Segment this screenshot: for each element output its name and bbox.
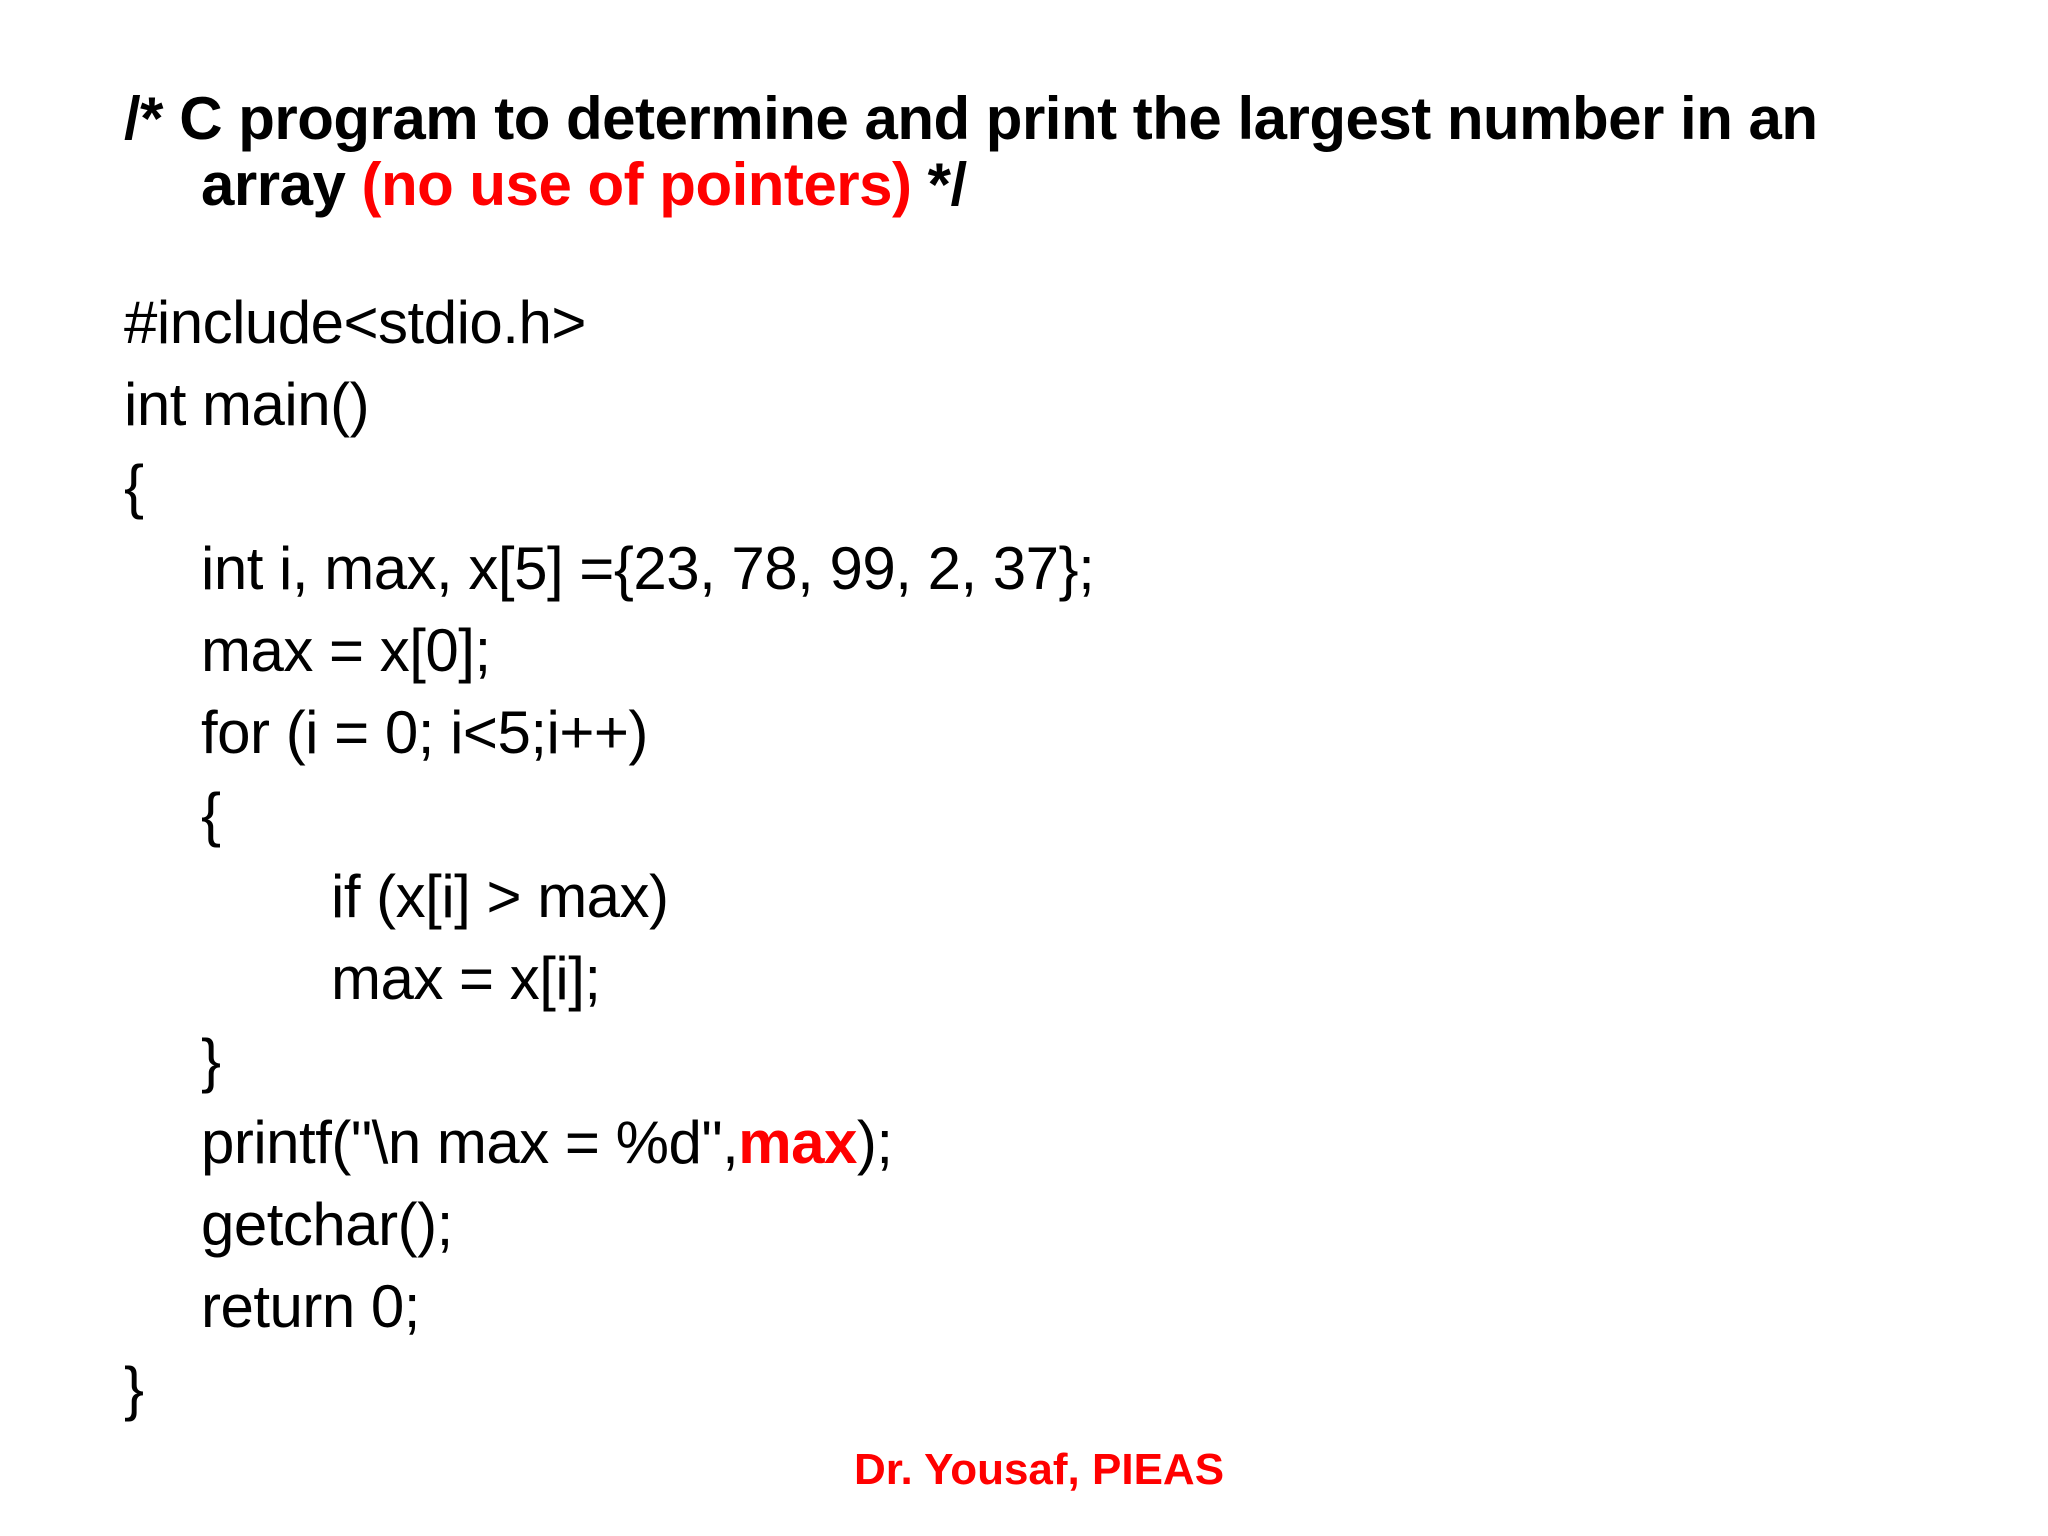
code-line-close-brace: } (124, 1355, 144, 1422)
code-line-for-open-brace: { (201, 781, 221, 848)
code-line-for-close-brace: } (201, 1027, 221, 1094)
code-line-declaration: int i, max, x[5] ={23, 78, 99, 2, 37}; (201, 535, 1095, 602)
printf-max-highlight: max (738, 1109, 857, 1176)
code-line-printf (124, 1102, 893, 1184)
title-line-1: /* C program to determine and print the largest number in an (124, 85, 1818, 152)
title-line-2 (124, 152, 1944, 218)
code-line-return: return 0; (201, 1273, 420, 1340)
printf-prefix: printf("\n max = %d", (201, 1109, 739, 1176)
code-line-getchar: getchar(); (201, 1191, 453, 1258)
code-line-open-brace: { (124, 453, 144, 520)
slide-title (124, 86, 1944, 218)
code-line-include: #include<stdio.h> (124, 289, 586, 356)
title-comment-end: */ (911, 151, 967, 218)
printf-suffix: ); (856, 1109, 893, 1176)
code-line-for: for (i = 0; i<5;i++) (201, 699, 648, 766)
footer-author: Dr. Yousaf, PIEAS (854, 1445, 1225, 1494)
code-line-if: if (x[i] > max) (331, 863, 669, 930)
code-line-main: int main() (124, 371, 370, 438)
code-line-init-max: max = x[0]; (201, 617, 491, 684)
code-line-assign-max: max = x[i]; (331, 945, 601, 1012)
title-highlight: (no use of pointers) (361, 151, 912, 218)
title-array-word: array (201, 151, 362, 218)
